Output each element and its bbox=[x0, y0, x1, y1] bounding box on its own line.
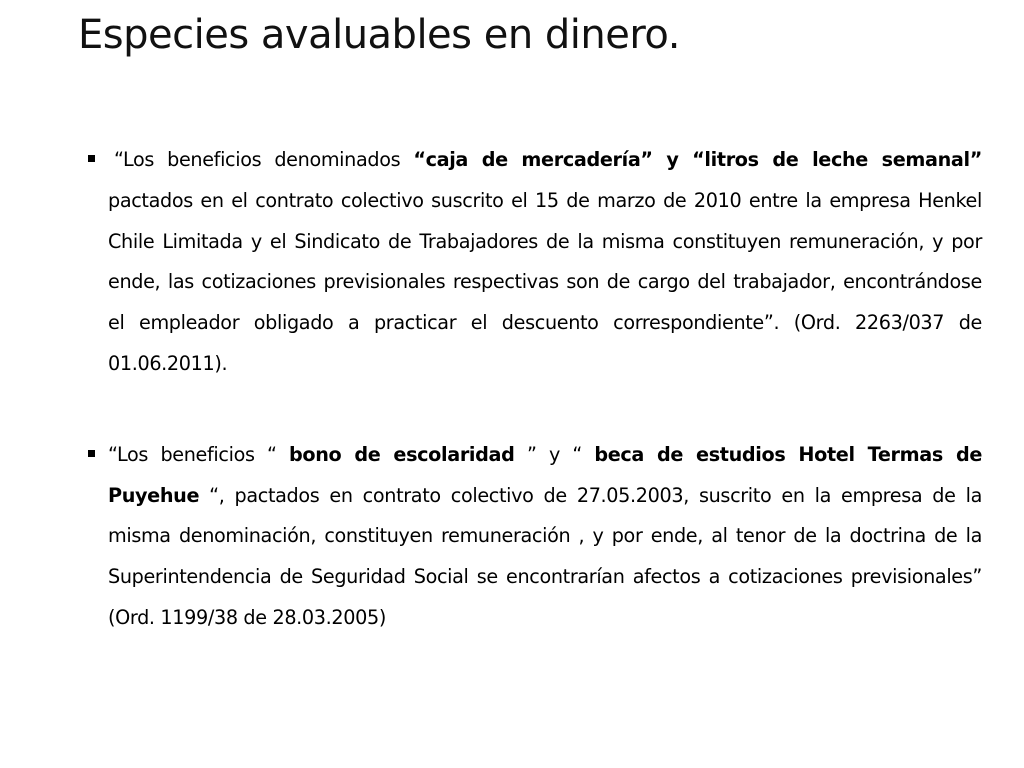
bullet-2-part-5: “, pactados en contrato colectivo de 27.05.2003, suscrito en la empresa de la misma denominación, constituyen remuneración , y por ende, al tenor de la doctrina de la Superintendencia de Seguridad Social se encontrarían afectos a cotizaciones previsionales” (Ord. 1199/38 de 28.03.2005) bbox=[108, 483, 982, 629]
bullet-item-2 bbox=[84, 435, 982, 639]
slide-content bbox=[84, 140, 982, 639]
square-bullet-icon bbox=[88, 155, 95, 162]
bullet-2-part-2: bono de escolaridad bbox=[289, 442, 515, 466]
bullet-1-part-3: pactados en el contrato colectivo suscrito el 15 de marzo de 2010 entre la empresa Henkel Chile Limitada y el Sindicato de Trabajadores de la misma constituyen remuneración, y por ende, las cotizaciones previsionales respectivas son de cargo del trabajador, encontrándose el empleador obligado a practicar el descuento correspondiente”. (Ord. 2263/037 de 01.06.2011). bbox=[108, 188, 982, 375]
bullet-2-part-4: beca de estudios Hotel Termas de Puyehue bbox=[108, 442, 982, 507]
square-bullet-icon bbox=[88, 450, 95, 457]
bullet-2-part-1: “Los beneficios “ bbox=[108, 442, 290, 466]
bullet-item-1 bbox=[84, 140, 982, 385]
bullet-1-part-2: “caja de mercadería” y “litros de leche semanal” bbox=[413, 148, 982, 171]
page-title: Especies avaluables en dinero. bbox=[78, 12, 680, 58]
bullet-2-part-3: ” y “ bbox=[514, 442, 595, 466]
bullet-1-part-1: “Los beneficios denominados bbox=[114, 148, 414, 171]
